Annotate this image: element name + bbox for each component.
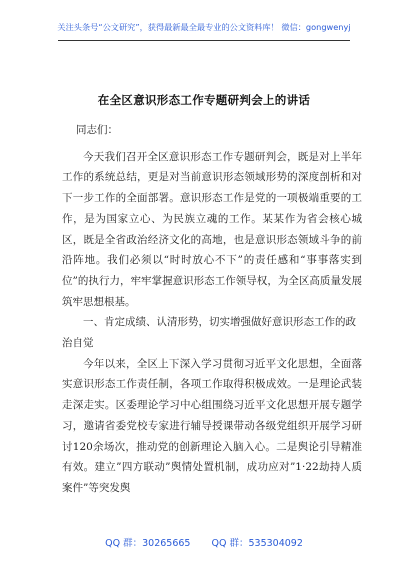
document-title: 在全区意识形态工作专题研判会上的讲话 [97,93,311,107]
document-body [62,120,362,499]
salutation: 同志们： [76,124,118,136]
footer-qq-group-1: QQ 群：30265665 [105,538,191,549]
paragraph-intro: 今天我们召开全区意识形态工作专题研判会，既是对上半年工作的系统总结，更是对当前意识形态领域形势的深度剖析和对下一步工作的全面部署。意识形态工作是党的一项极端重要的工作，是为国家立心、为民族立魂的工作。某某作为省会核心城区，既是全省政治经济文化的高地，也是意识形态领域斗争的前沿阵地。我们必须以“时时放心不下”的责任感和“事事落实到位”的执行力，牢牢掌握意识形态工作领导权，为全区高质量发展筑牢思想根基。 [62,150,362,308]
header-promo-text: 关注头条号“公文研究”，获得最新最全最专业的公文资料库！ 微信：gongwenyj [57,22,351,32]
section-heading-1: 一、肯定成绩、认清形势，切实增强做好意识形态工作的政治自觉 [62,316,356,350]
footer-contact [0,535,408,549]
footer-qq-group-2: QQ 群：535304092 [211,538,303,549]
paragraph-section-1: 今年以来，全区上下深入学习贯彻习近平文化思想，全面落实意识形态工作责任制，各项工作取得积极成效。一是理论武装走深走实。区委理论学习中心组围绕习近平文化思想开展专题学习，邀请省委党校专家进行辅导授课带动各级党组织开展学习研讨120余场次，推动党的创新理论入脑入心。二是舆论引导精准有效。建立”四方联动”舆情处置机制，成功应对”1·22劫持人质案件”等突发舆 [62,357,362,494]
header-divider [58,40,350,41]
